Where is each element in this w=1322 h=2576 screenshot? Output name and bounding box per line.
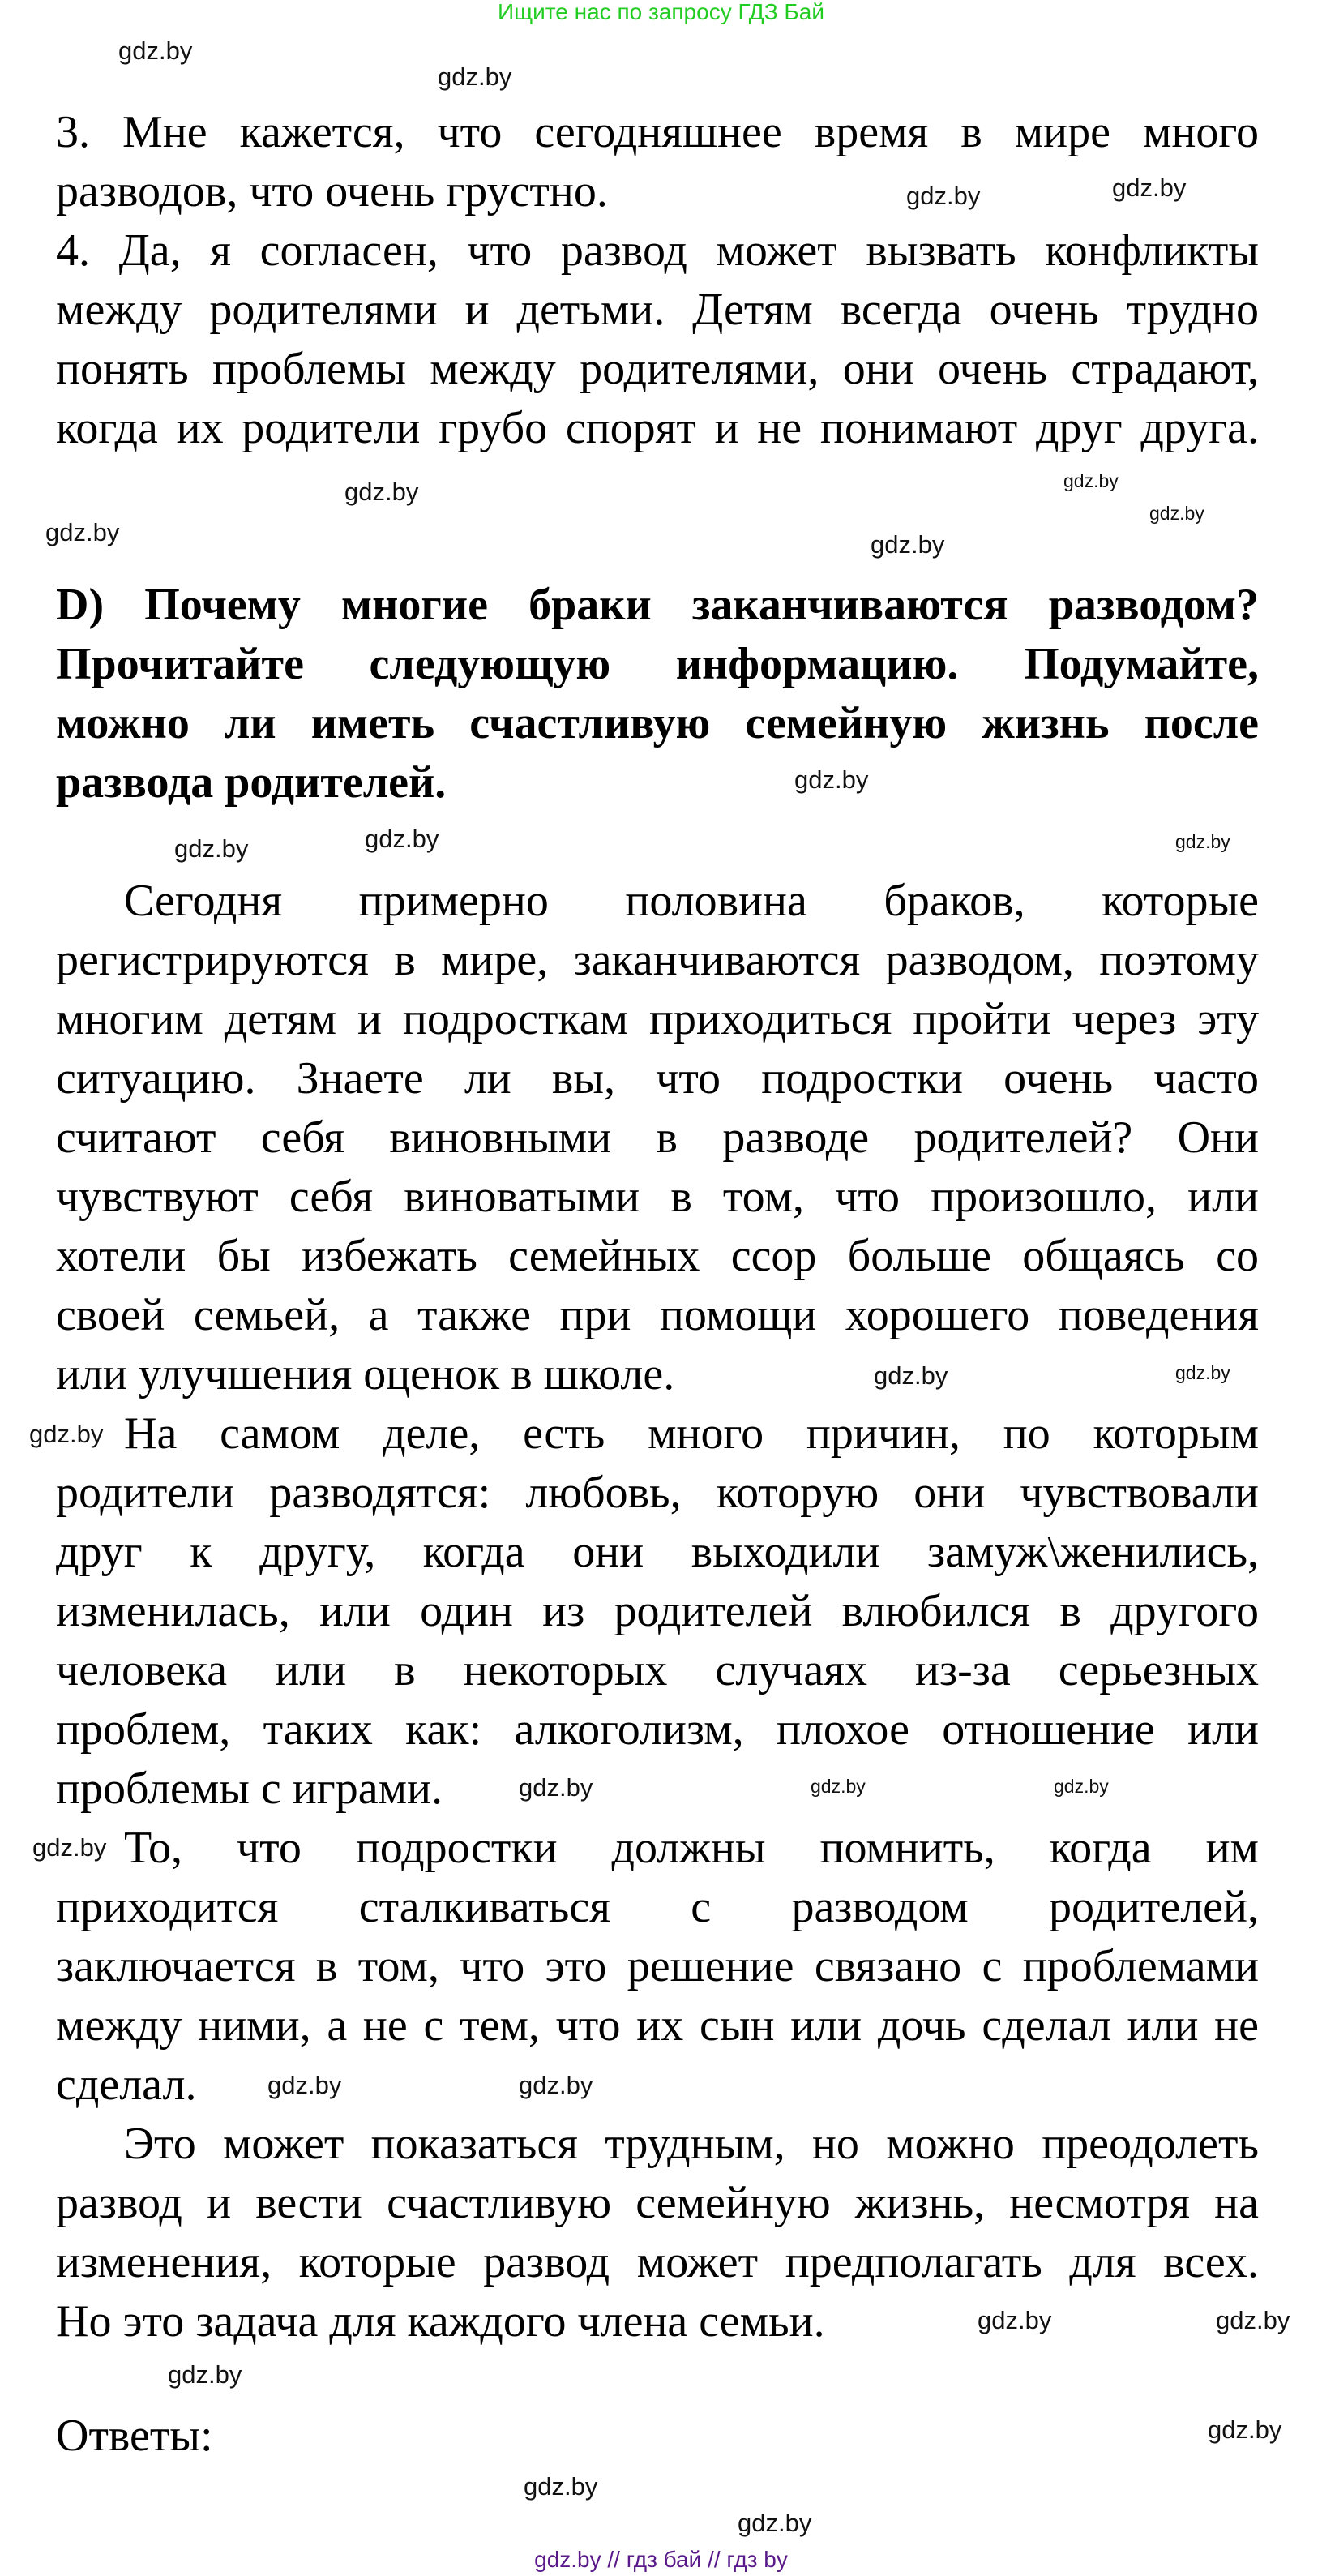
- answers-label-block: [56, 2407, 1259, 2466]
- text-line: изменения, которые развод может предполагать для всех.: [56, 2237, 1259, 2287]
- text-line: сделал.: [56, 2060, 197, 2110]
- watermark: gdz.by: [1175, 1362, 1230, 1383]
- watermark: gdz.by: [1216, 2306, 1290, 2334]
- text-line: проблемы с играми.: [56, 1764, 443, 1814]
- text-line: проблем, таких как: алкоголизм, плохое отношение или: [56, 1704, 1259, 1755]
- task-heading: [56, 576, 1259, 812]
- watermark: gdz.by: [1063, 470, 1119, 491]
- text-line: между родителями и детьми. Детям всегда очень трудно: [56, 285, 1259, 335]
- watermark: gdz.by: [168, 2360, 242, 2389]
- watermark: gdz.by: [1175, 831, 1230, 852]
- watermark: gdz.by: [519, 1773, 593, 1802]
- text-line: Но это задача для каждого члена семьи.: [56, 2296, 825, 2347]
- footer-links[interactable]: gdz.by // гдз бай // гдз by: [534, 2547, 788, 2572]
- text-line: друг к другу, когда они выходили замуж\женились,: [56, 1527, 1259, 1577]
- text-line: На самом деле, есть много причин, по которым: [124, 1408, 1259, 1459]
- search-hint-banner: Ищите нас по запросу ГДЗ Бай: [497, 0, 825, 24]
- text-line: ситуацию. Знаете ли вы, что подростки очень часто: [56, 1053, 1259, 1104]
- answers-label: Ответы:: [56, 2411, 213, 2461]
- text-line: Сегодня примерно половина браков, которые: [124, 876, 1259, 926]
- watermark: gdz.by: [811, 1776, 866, 1797]
- watermark: gdz.by: [1054, 1776, 1109, 1797]
- text-line: между ними, а не с тем, что их сын или дочь сделал или не: [56, 2000, 1259, 2051]
- text-line: своей семьей, а также при помощи хорошего поведения: [56, 1290, 1259, 1340]
- text-line: понять проблемы между родителями, они очень страдают,: [56, 344, 1259, 394]
- heading-line: D) Почему многие браки заканчиваются разводом?: [56, 580, 1259, 630]
- text-line: человека или в некоторых случаях из-за серьезных: [56, 1645, 1259, 1695]
- text-line: разводов, что очень грустно.: [56, 166, 608, 216]
- watermark: gdz.by: [738, 2509, 812, 2537]
- text-line: 4. Да, я согласен, что развод может вызвать конфликты: [56, 225, 1259, 276]
- text-line: хотели бы избежать семейных ссор больше общаясь со: [56, 1231, 1259, 1281]
- watermark: gdz.by: [29, 1420, 104, 1448]
- text-line: Это может показаться трудным, но можно преодолеть: [124, 2119, 1259, 2169]
- watermark: gdz.by: [874, 1361, 948, 1390]
- watermark: gdz.by: [267, 2071, 342, 2099]
- heading-line: можно ли иметь счастливую семейную жизнь после: [56, 698, 1259, 748]
- watermark: gdz.by: [438, 62, 512, 91]
- watermark: gdz.by: [871, 530, 945, 559]
- text-line: заключается в том, что это решение связано с проблемами: [56, 1941, 1259, 1991]
- watermark: gdz.by: [118, 36, 193, 65]
- text-line: То, что подростки должны помнить, когда им: [124, 1823, 1259, 1873]
- text-line: приходится сталкиваться с разводом родителей,: [56, 1882, 1259, 1932]
- reading-text: [56, 872, 1259, 2351]
- watermark: gdz.by: [32, 1833, 107, 1862]
- text-line: или улучшения оценок в школе.: [56, 1349, 675, 1399]
- heading-line: развода родителей.: [56, 757, 447, 808]
- text-line: развод и вести счастливую семейную жизнь, несмотря на: [56, 2178, 1259, 2228]
- watermark: gdz.by: [1112, 174, 1187, 202]
- watermark: gdz.by: [1208, 2415, 1282, 2444]
- text-line: чувствуют себя виноватыми в том, что произошло, или: [56, 1172, 1259, 1222]
- text-line: считают себя виновными в разводе родителей? Они: [56, 1112, 1259, 1163]
- text-line: родители разводятся: любовь, которую они чувствовали: [56, 1468, 1259, 1518]
- text-line: 3. Мне кажется, что сегодняшнее время в мире много: [56, 107, 1259, 157]
- watermark: gdz.by: [344, 478, 419, 506]
- watermark: gdz.by: [906, 182, 981, 210]
- heading-line: Прочитайте следующую информацию. Подумайте,: [56, 639, 1259, 689]
- watermark: gdz.by: [978, 2306, 1052, 2334]
- watermark: gdz.by: [365, 825, 439, 853]
- watermark: gdz.by: [1149, 503, 1204, 524]
- watermark: gdz.by: [524, 2472, 598, 2501]
- watermark: gdz.by: [174, 834, 249, 863]
- watermark: gdz.by: [519, 2071, 593, 2099]
- text-line: регистрируются в мире, заканчиваются разводом, поэтому: [56, 935, 1259, 985]
- watermark: gdz.by: [45, 518, 120, 546]
- text-line: изменилась, или один из родителей влюбился в другого: [56, 1586, 1259, 1636]
- watermark: gdz.by: [794, 765, 869, 794]
- text-line: многим детям и подросткам приходиться пройти через эту: [56, 994, 1259, 1044]
- text-line: когда их родители грубо спорят и не понимают друг друга.: [56, 403, 1259, 453]
- answers-block: [56, 103, 1259, 458]
